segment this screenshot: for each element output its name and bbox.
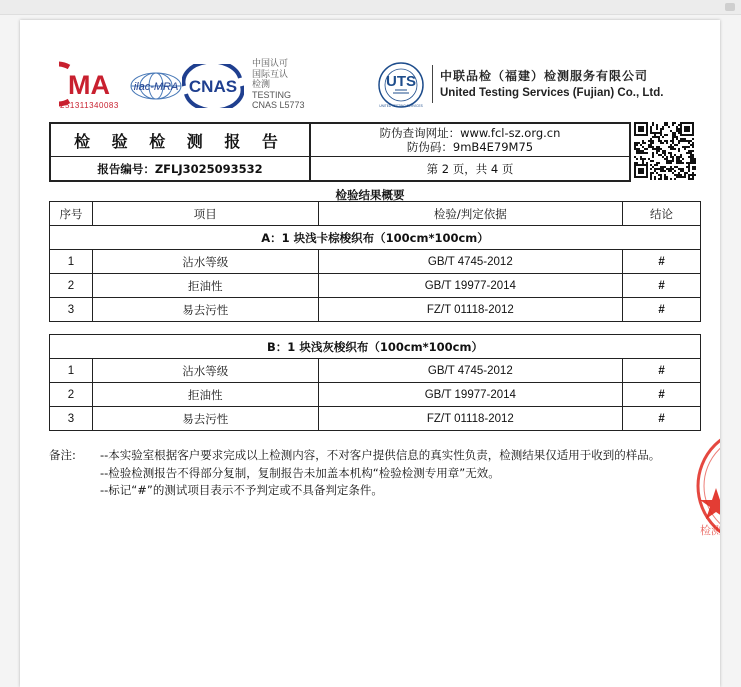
row-item: 易去污性 <box>92 298 318 322</box>
results-table-b <box>49 334 701 431</box>
row-basis: GB/T 4745-2012 <box>318 359 623 383</box>
cma-number: 251311340083 <box>60 101 119 110</box>
row-conclusion: # <box>623 298 701 322</box>
cnas-line: 中国认可 <box>252 58 289 68</box>
row-index: 1 <box>50 359 93 383</box>
row-basis: GB/T 19977-2014 <box>318 383 623 407</box>
ilac-mra-logo <box>128 70 184 102</box>
row-index: 2 <box>50 274 93 298</box>
svg-text:检测: 检测 <box>700 524 722 537</box>
table-row <box>50 359 701 383</box>
section-a-title: A：1 块浅卡棕梭织布（100cm*100cm） <box>50 226 701 250</box>
cnas-line: 国际互认 <box>252 68 289 79</box>
cnas-logo <box>182 64 244 108</box>
row-item: 拒油性 <box>92 274 318 298</box>
note-line: --标记“#”的测试项目表示不予判定或不具备判定条件。 <box>100 483 383 497</box>
table-row <box>50 274 701 298</box>
notes <box>100 447 660 500</box>
row-conclusion: # <box>623 274 701 298</box>
official-seal-icon: 检 检测 <box>694 424 720 548</box>
section-row <box>50 226 701 250</box>
row-index: 3 <box>50 298 93 322</box>
uts-ring-text: UNITED TESTING SERVICES <box>379 104 423 108</box>
scrollbar-thumb[interactable] <box>725 3 735 11</box>
table-row <box>50 407 701 431</box>
row-item: 拒油性 <box>92 383 318 407</box>
report-number: 报告编号：ZFLJ3025093532 <box>51 157 311 180</box>
cnas-accreditation-text <box>252 58 305 111</box>
note-line: --检验检测报告不得部分复制，复制报告未加盖本机构“检验检测专用章”无效。 <box>100 465 500 480</box>
note-line: --本实验室根据客户要求完成以上检测内容，不对客户提供信息的真实性负责，检测结果仅适用于收到的样品。 <box>100 448 661 462</box>
row-basis: GB/T 19977-2014 <box>318 274 623 298</box>
col-conclusion-header: 结论 <box>623 202 701 226</box>
row-conclusion: # <box>623 383 701 407</box>
section-b-title: B：1 块浅灰梭织布（100cm*100cm） <box>50 335 701 359</box>
row-item: 沾水等级 <box>92 359 318 383</box>
report-page <box>20 20 738 687</box>
row-conclusion: # <box>623 250 701 274</box>
row-basis: FZ/T 01118-2012 <box>318 407 623 431</box>
row-conclusion: # <box>623 359 701 383</box>
cnas-line: 检测 <box>252 79 271 90</box>
verify-code: 防伪码：9mB4E79M75 <box>406 140 534 154</box>
row-basis: FZ/T 01118-2012 <box>318 298 623 322</box>
col-index-header: 序号 <box>50 202 93 226</box>
page-info: 第 2 页，共 4 页 <box>426 161 514 176</box>
cnas-logo-text: CNAS <box>188 77 238 96</box>
row-conclusion: # <box>623 407 701 431</box>
anti-counterfeit-info <box>311 124 629 157</box>
row-index: 1 <box>50 250 93 274</box>
top-scrollbar[interactable] <box>0 0 741 15</box>
report-header-box <box>49 122 631 182</box>
row-index: 3 <box>50 407 93 431</box>
table-header-row <box>50 202 701 226</box>
cma-letters: MA <box>68 70 110 100</box>
company-name-en: United Testing Services (Fujian) Co., Ltd. <box>440 87 664 99</box>
company-name-cn: 中联品检（福建）检测服务有限公司 <box>440 69 649 83</box>
table-row <box>50 250 701 274</box>
col-item-header: 项目 <box>92 202 318 226</box>
row-index: 2 <box>50 383 93 407</box>
report-title: 检 验 检 测 报 告 <box>51 124 311 157</box>
summary-title: 检验结果概要 <box>335 188 405 202</box>
table-row <box>50 298 701 322</box>
uts-logo <box>375 58 427 114</box>
row-item: 沾水等级 <box>92 250 318 274</box>
uts-divider <box>432 65 433 103</box>
notes-label: 备注: <box>49 448 76 462</box>
uts-logo-text: UTS <box>386 73 416 90</box>
row-basis: GB/T 4745-2012 <box>318 250 623 274</box>
results-table-a <box>49 201 701 322</box>
table-row <box>50 383 701 407</box>
ilac-text: ilac-MRA <box>133 81 179 93</box>
section-row <box>50 335 701 359</box>
qr-code-icon <box>634 122 696 180</box>
cnas-line: TESTING <box>252 89 292 100</box>
verify-url: 防伪查询网址：www.fcl-sz.org.cn <box>379 126 561 140</box>
row-item: 易去污性 <box>92 407 318 431</box>
cnas-line: CNAS L5773 <box>252 100 305 111</box>
col-basis-header: 检验/判定依据 <box>318 202 623 226</box>
